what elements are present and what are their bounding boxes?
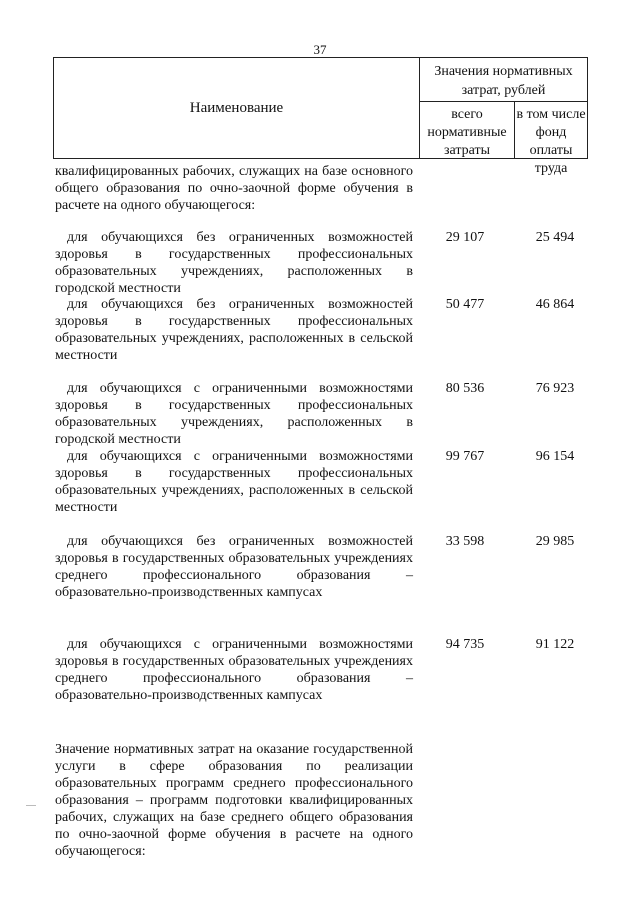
page-number: 37 xyxy=(313,42,327,57)
row-total: 99 767 xyxy=(445,449,485,464)
row-label: для обучающихся с ограниченными возможностями здоровья в государственных образовательных учреждениях среднего профессионального образования – образовательно-производственных кампусах xyxy=(55,637,413,703)
margin-mark xyxy=(26,805,36,806)
row-label: для обучающихся без ограниченных возможностей здоровья в государственных профессиональных образовательных учреждениях, расположенных в городской местности xyxy=(55,230,413,296)
header-name-cell xyxy=(53,57,420,159)
row-total: 33 598 xyxy=(445,534,485,549)
row-total: 50 477 xyxy=(445,297,485,312)
header-name-label: Наименование xyxy=(189,99,284,116)
closing-paragraph: Значение нормативных затрат на оказание государственной услуги в сфере образования по реализации образовательных программ среднего профессионального образования – программ подготовки квалифицированных рабочих, служащих на базе среднего общего образования по очно-заочной форме обучения в расчете на одного обучающегося: xyxy=(55,742,413,859)
row-fund: 25 494 xyxy=(535,230,575,245)
row-total: 94 735 xyxy=(445,637,485,652)
header-fund-cell: в том числе фонд оплаты труда xyxy=(514,101,588,159)
row-label: для обучающихся без ограниченных возможностей здоровья в государственных образовательных учреждениях среднего профессионального образования – образовательно-производственных кампусах xyxy=(55,534,413,600)
row-label: для обучающихся с ограниченными возможностями здоровья в государственных профессиональных образовательных учреждениях, расположенных в сельской местности xyxy=(55,449,413,515)
intro-continuation: квалифицированных рабочих, служащих на базе основного общего образования по очно-заочной форме обучения в расчете на одного обучающегося: xyxy=(55,164,413,213)
row-fund: 46 864 xyxy=(535,297,575,312)
row-fund: 76 923 xyxy=(535,381,575,396)
row-fund: 29 985 xyxy=(535,534,575,549)
row-total: 29 107 xyxy=(445,230,485,245)
row-label: для обучающихся с ограниченными возможностями здоровья в государственных профессиональных образовательных учреждениях, расположенных в городской местности xyxy=(55,381,413,447)
row-fund: 91 122 xyxy=(535,637,575,652)
row-total: 80 536 xyxy=(445,381,485,396)
header-values-cell: Значения нормативных затрат, рублей xyxy=(419,57,588,102)
row-label: для обучающихся без ограниченных возможностей здоровья в государственных профессиональных образовательных учреждениях, расположенных в сельской местности xyxy=(55,297,413,363)
row-fund: 96 154 xyxy=(535,449,575,464)
header-total-cell: всего нормативные затраты xyxy=(419,101,515,159)
